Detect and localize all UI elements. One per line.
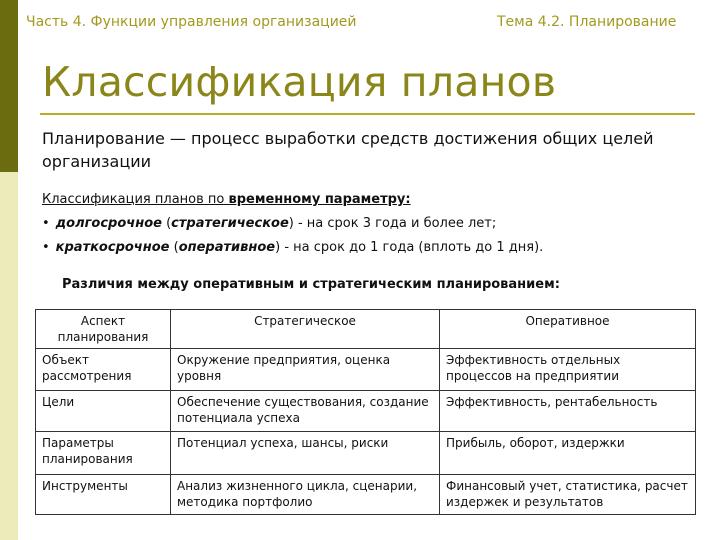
bullet-rest: - на срок до 1 года (вплоть до 1 дня). <box>280 240 544 255</box>
table-row <box>36 349 696 391</box>
table-cell: Обеспечение существования, создание потенциала успеха <box>171 391 440 432</box>
classification-param: временному параметру: <box>228 192 411 207</box>
header-topic: Тема 4.2. Планирование <box>497 14 677 30</box>
bullet-term: краткосрочное <box>55 240 170 255</box>
header-cell-aspect: Аспект планирования <box>36 310 171 349</box>
table-cell: Финансовый учет, статистика, расчет издержек и результатов <box>440 475 696 515</box>
table-cell: Эффективность отдельных процессов на предприятии <box>440 349 696 391</box>
table-cell: Объект рассмотрения <box>36 349 171 391</box>
table-cell: Инструменты <box>36 475 171 515</box>
table-cell: Цели <box>36 391 171 432</box>
table-row <box>36 475 696 515</box>
bullet-term: долгосрочное <box>55 216 162 231</box>
header-cell-operational: Оперативное <box>440 310 696 349</box>
bullet-alt: оперативное <box>178 240 276 255</box>
table-cell: Эффективность, рентабельность <box>440 391 696 432</box>
classification-prefix: Классификация планов по <box>42 192 229 207</box>
definition-text: Планирование — процесс выработки средств достижения общих целей организации <box>42 129 654 171</box>
title-divider <box>40 113 695 115</box>
table-header-row <box>36 310 696 349</box>
table-row <box>36 432 696 475</box>
bullet-rest: - на срок 3 года и более лет; <box>293 216 497 231</box>
bullet-dot: • <box>42 240 50 255</box>
bullet-dot: • <box>42 216 50 231</box>
classification-line <box>42 192 411 207</box>
bullet-short-term: • краткосрочное (оперативное) - на срок до 1 года (вплоть до 1 дня). <box>42 240 544 255</box>
table-cell: Окружение предприятия, оценка уровня <box>171 349 440 391</box>
bullet-long-term: • долгосрочное (стратегическое) - на срок 3 года и более лет; <box>42 216 497 231</box>
sidebar-dark-band <box>0 0 18 172</box>
table-cell: Потенциал успеха, шансы, риски <box>171 432 440 475</box>
page-title: Классификация планов <box>42 58 557 106</box>
table-cell: Прибыль, оборот, издержки <box>440 432 696 475</box>
bullet-alt: стратегическое <box>171 216 289 231</box>
sidebar-light-band <box>0 172 18 540</box>
table-cell: Параметры планирования <box>36 432 171 475</box>
table-row <box>36 391 696 432</box>
header-part: Часть 4. Функции управления организацией <box>26 14 357 30</box>
table-cell: Анализ жизненного цикла, сценарии, методика портфолио <box>171 475 440 515</box>
header-cell-strategic: Стратегическое <box>171 310 440 349</box>
comparison-table <box>35 309 696 515</box>
table-subheading: Различия между оперативным и стратегическим планированием: <box>62 277 560 292</box>
